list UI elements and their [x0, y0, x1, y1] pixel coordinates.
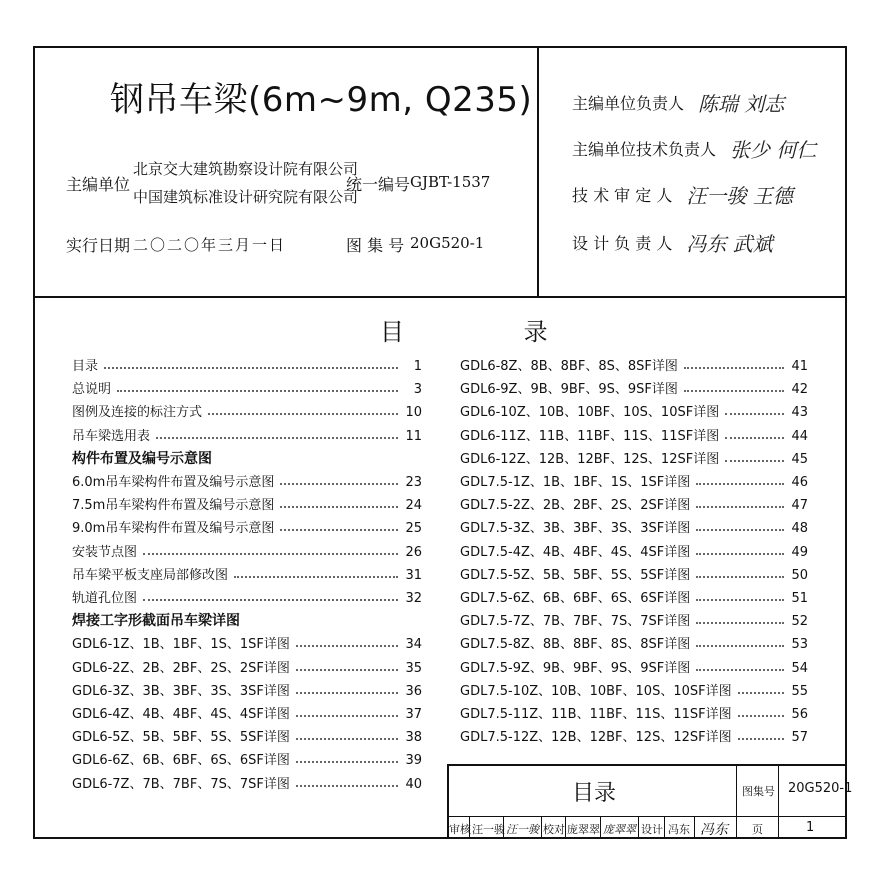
- toc-entry[interactable]: [460, 699, 808, 722]
- title-block-divider: [600, 816, 601, 839]
- toc-entry-title: GDL6-7Z、7B、7BF、7S、7SF详图: [72, 776, 290, 792]
- toc-entry-page: 46: [791, 475, 808, 490]
- toc-entry-title: GDL7.5-4Z、4B、4BF、4S、4SF详图: [460, 544, 691, 560]
- toc-entry[interactable]: [72, 351, 422, 374]
- atlas-no-value: 20G520-1: [788, 781, 853, 796]
- toc-entry[interactable]: [460, 351, 808, 374]
- toc-entry[interactable]: [460, 490, 808, 513]
- toc-entry[interactable]: [72, 467, 422, 490]
- dot-leader: [280, 483, 398, 485]
- toc-entry[interactable]: [72, 653, 422, 676]
- dot-leader: [696, 483, 784, 485]
- responsible-label: 主编单位技术负责人: [572, 139, 717, 159]
- toc-entry-page: 54: [791, 660, 808, 676]
- toc-entry[interactable]: [72, 374, 422, 397]
- toc-entry-page: 50: [791, 567, 808, 583]
- signature: 冯东 武斌: [686, 231, 773, 256]
- title-block-divider: [565, 816, 566, 839]
- toc-entry-page: 36: [405, 683, 422, 699]
- dot-leader: [117, 390, 398, 392]
- toc-entry[interactable]: [460, 444, 808, 467]
- toc-entry-title: 7.5m吊车梁构件布置及编号示意图: [72, 498, 275, 514]
- toc-entry[interactable]: [460, 513, 808, 536]
- toc-entry-page: 57: [791, 730, 808, 746]
- toc-entry-page: 34: [405, 637, 422, 653]
- atlas-number-label: 图 集 号: [346, 236, 405, 255]
- responsible-row: [572, 224, 773, 260]
- title-block-divider: [664, 816, 665, 839]
- title-block-divider: [736, 764, 737, 839]
- editor-unit-label: 主编单位: [66, 175, 131, 194]
- toc-entry[interactable]: [460, 537, 808, 560]
- toc-entry-page: 45: [791, 451, 808, 467]
- header-bottom-line: [33, 296, 847, 298]
- dot-leader: [684, 390, 784, 392]
- toc-entry-title: 图例及连接的标注方式: [72, 405, 203, 421]
- toc-entry-page: 47: [791, 498, 808, 514]
- toc-entry-page: 11: [405, 428, 422, 444]
- toc-entry[interactable]: [72, 745, 422, 768]
- review-name: 汪一骏: [472, 823, 505, 836]
- toc-entry-title: GDL7.5-8Z、8B、8BF、8S、8SF详图: [460, 637, 691, 653]
- atlas-title: 钢吊车梁(6m~9m, Q235): [110, 80, 533, 120]
- title-block-divider: [778, 764, 779, 839]
- toc-entry-page: 53: [791, 637, 808, 653]
- dot-leader: [208, 413, 398, 415]
- toc-entry[interactable]: [72, 537, 422, 560]
- toc-entry-title: GDL6-1Z、1B、1BF、1S、1SF详图: [72, 637, 290, 653]
- toc-title: 目 录: [380, 318, 604, 346]
- dot-leader: [725, 460, 784, 462]
- toc-entry-page: 52: [791, 614, 808, 630]
- toc-entry-page: 26: [405, 544, 422, 560]
- toc-entry-title: GDL6-9Z、9B、9BF、9S、9SF详图: [460, 382, 678, 398]
- dot-leader: [696, 529, 784, 531]
- check-signature: 庞翠翠: [603, 823, 636, 836]
- toc-entry-page: 49: [791, 544, 808, 560]
- dot-leader: [296, 738, 398, 740]
- toc-entry-title: 6.0m吊车梁构件布置及编号示意图: [72, 475, 275, 490]
- toc-entry[interactable]: [460, 467, 808, 490]
- toc-entry-page: 43: [791, 405, 808, 421]
- dot-leader: [696, 576, 784, 578]
- dot-leader: [684, 367, 784, 369]
- toc-entry[interactable]: [72, 722, 422, 745]
- page-label: 页: [752, 823, 763, 836]
- toc-entry-page: 48: [791, 521, 808, 537]
- dot-leader: [696, 599, 784, 601]
- toc-entry-title: GDL7.5-2Z、2B、2BF、2S、2SF详图: [460, 498, 691, 514]
- editor-unit-2: 中国建筑标准设计研究院有限公司: [133, 188, 359, 206]
- toc-entry[interactable]: [460, 606, 808, 629]
- toc-entry-page: 31: [405, 567, 422, 583]
- toc-entry-title: GDL6-5Z、5B、5BF、5S、5SF详图: [72, 730, 290, 746]
- toc-entry-title: 安装节点图: [72, 544, 138, 560]
- responsible-label: 设 计 负 责 人: [572, 233, 673, 253]
- code-value: GJBT-1537: [410, 173, 491, 191]
- toc-entry-page: 37: [405, 707, 422, 722]
- design-signature: 冯东: [700, 822, 728, 838]
- toc-entry[interactable]: [460, 722, 808, 745]
- toc-entry-title: GDL7.5-5Z、5B、5BF、5S、5SF详图: [460, 567, 691, 583]
- editor-unit-1: 北京交大建筑勘察设计院有限公司: [133, 160, 359, 178]
- toc-entry[interactable]: [72, 513, 422, 536]
- toc-entry-page: 3: [413, 382, 422, 398]
- toc-entry-title: GDL7.5-12Z、12B、12BF、12S、12SF详图: [460, 730, 732, 746]
- toc-entry-title: GDL6-2Z、2B、2BF、2S、2SF详图: [72, 660, 290, 676]
- dot-leader: [296, 785, 398, 787]
- toc-entry-title: GDL7.5-6Z、6B、6BF、6S、6SF详图: [460, 591, 691, 606]
- toc-entry[interactable]: [460, 653, 808, 676]
- toc-entry-title: GDL7.5-7Z、7B、7BF、7S、7SF详图: [460, 614, 691, 630]
- date-value: 二〇二〇年三月一日: [133, 236, 287, 254]
- toc-entry-page: 39: [405, 753, 422, 769]
- dot-leader: [280, 529, 398, 531]
- dot-leader: [104, 367, 398, 369]
- toc-entry-page: 56: [791, 707, 808, 722]
- page-value: 1: [806, 820, 815, 835]
- design-name: 冯东: [668, 823, 690, 836]
- toc-entry[interactable]: [72, 769, 422, 792]
- toc-entry-title: GDL7.5-10Z、10B、10BF、10S、10SF详图: [460, 683, 732, 699]
- dot-leader: [143, 553, 398, 555]
- toc-entry-title: 9.0m吊车梁构件布置及编号示意图: [72, 521, 275, 537]
- title-block-divider: [541, 816, 542, 839]
- toc-entry[interactable]: [460, 560, 808, 583]
- toc-entry[interactable]: [460, 583, 808, 606]
- dot-leader: [725, 413, 784, 415]
- toc-entry[interactable]: [72, 676, 422, 699]
- atlas-no-label: 图集号: [742, 785, 775, 798]
- date-label: 实行日期: [66, 236, 131, 255]
- dot-leader: [696, 669, 784, 671]
- dot-leader: [696, 553, 784, 555]
- toc-entry-title: GDL6-6Z、6B、6BF、6S、6SF详图: [72, 753, 290, 769]
- toc-entry-title: 吊车梁平板支座局部修改图: [72, 567, 229, 583]
- design-label: 设计: [641, 823, 663, 836]
- dot-leader: [280, 506, 398, 508]
- sheet-name: 目录: [572, 781, 617, 806]
- toc-entry-page: 25: [405, 521, 422, 537]
- signature: 汪一骏 王德: [686, 183, 793, 208]
- toc-entry-title: GDL6-10Z、10B、10BF、10S、10SF详图: [460, 405, 720, 421]
- dot-leader: [156, 437, 398, 439]
- title-block-divider: [694, 816, 695, 839]
- toc-entry-title: 总说明: [72, 382, 112, 398]
- responsible-label: 主编单位负责人: [572, 93, 685, 113]
- dot-leader: [234, 576, 398, 578]
- toc-entry[interactable]: [72, 629, 422, 652]
- title-block-divider: [638, 816, 639, 839]
- toc-entry-title: GDL7.5-11Z、11B、11BF、11S、11SF详图: [460, 707, 732, 722]
- toc-entry-title: GDL7.5-3Z、3B、3BF、3S、3SF详图: [460, 521, 691, 537]
- toc-entry-page: 24: [405, 498, 422, 514]
- responsible-row: [572, 176, 793, 212]
- toc-entry[interactable]: [72, 421, 422, 444]
- dot-leader: [143, 599, 398, 601]
- dot-leader: [738, 692, 784, 694]
- dot-leader: [296, 645, 398, 647]
- toc-entry[interactable]: [72, 490, 422, 513]
- dot-leader: [696, 622, 784, 624]
- toc-entry-title: GDL6-11Z、11B、11BF、11S、11SF详图: [460, 428, 720, 444]
- toc-entry[interactable]: [72, 699, 422, 722]
- toc-entry-page: 32: [405, 591, 422, 606]
- check-name: 庞翠翠: [567, 823, 600, 836]
- toc-section-heading: 构件布置及编号示意图: [72, 450, 212, 467]
- toc-entry-title: GDL6-3Z、3B、3BF、3S、3SF详图: [72, 683, 290, 699]
- dot-leader: [696, 506, 784, 508]
- dot-leader: [296, 669, 398, 671]
- review-label: 审核: [449, 823, 471, 836]
- toc-entry-page: 51: [791, 591, 808, 606]
- header-divider: [537, 46, 539, 296]
- toc-entry[interactable]: [460, 374, 808, 397]
- responsible-row: [572, 130, 816, 166]
- toc-entry-page: 44: [791, 428, 808, 444]
- responsible-row: [572, 84, 784, 120]
- check-label: 校对: [543, 823, 565, 836]
- dot-leader: [738, 738, 784, 740]
- toc-entry-title: 轨道孔位图: [72, 591, 138, 606]
- code-label: 统一编号: [346, 175, 411, 194]
- title-block-divider: [447, 816, 847, 817]
- toc-entry[interactable]: [460, 421, 808, 444]
- toc-entry[interactable]: [72, 583, 422, 606]
- dot-leader: [738, 715, 784, 717]
- atlas-number-value: 20G520-1: [410, 234, 485, 252]
- toc-entry-title: GDL6-12Z、12B、12BF、12S、12SF详图: [460, 451, 720, 467]
- toc-entry[interactable]: [460, 397, 808, 420]
- toc-entry-page: 40: [405, 776, 422, 792]
- dot-leader: [725, 437, 784, 439]
- toc-entry-title: GDL6-8Z、8B、8BF、8S、8SF详图: [460, 359, 678, 374]
- toc-entry-page: 1: [413, 359, 422, 374]
- toc-entry-title: GDL6-4Z、4B、4BF、4S、4SF详图: [72, 707, 290, 722]
- dot-leader: [296, 715, 398, 717]
- toc-entry-page: 41: [791, 359, 808, 374]
- signature: 张少 何仁: [730, 137, 817, 162]
- toc-entry-page: 10: [405, 405, 422, 421]
- toc-entry[interactable]: [72, 397, 422, 420]
- toc-entry-page: 35: [405, 660, 422, 676]
- toc-entry-title: GDL7.5-1Z、1B、1BF、1S、1SF详图: [460, 475, 691, 490]
- toc-entry[interactable]: [460, 629, 808, 652]
- toc-entry-page: 42: [791, 382, 808, 398]
- toc-entry[interactable]: [460, 676, 808, 699]
- toc-entry-page: 55: [791, 683, 808, 699]
- responsible-label: 技 术 审 定 人: [572, 185, 673, 205]
- dot-leader: [296, 692, 398, 694]
- dot-leader: [696, 645, 784, 647]
- toc-entry-title: 吊车梁选用表: [72, 428, 151, 444]
- toc-entry-title: 目录: [72, 359, 99, 374]
- review-signature: 汪一骏: [506, 823, 539, 836]
- toc-section-heading: 焊接工字形截面吊车梁详图: [72, 613, 240, 630]
- signature: 陈瑞 刘志: [698, 91, 785, 116]
- toc-entry[interactable]: [72, 560, 422, 583]
- toc-entry-page: 23: [405, 475, 422, 490]
- toc-entry-page: 38: [405, 730, 422, 746]
- toc-entry-title: GDL7.5-9Z、9B、9BF、9S、9SF详图: [460, 660, 691, 676]
- dot-leader: [296, 761, 398, 763]
